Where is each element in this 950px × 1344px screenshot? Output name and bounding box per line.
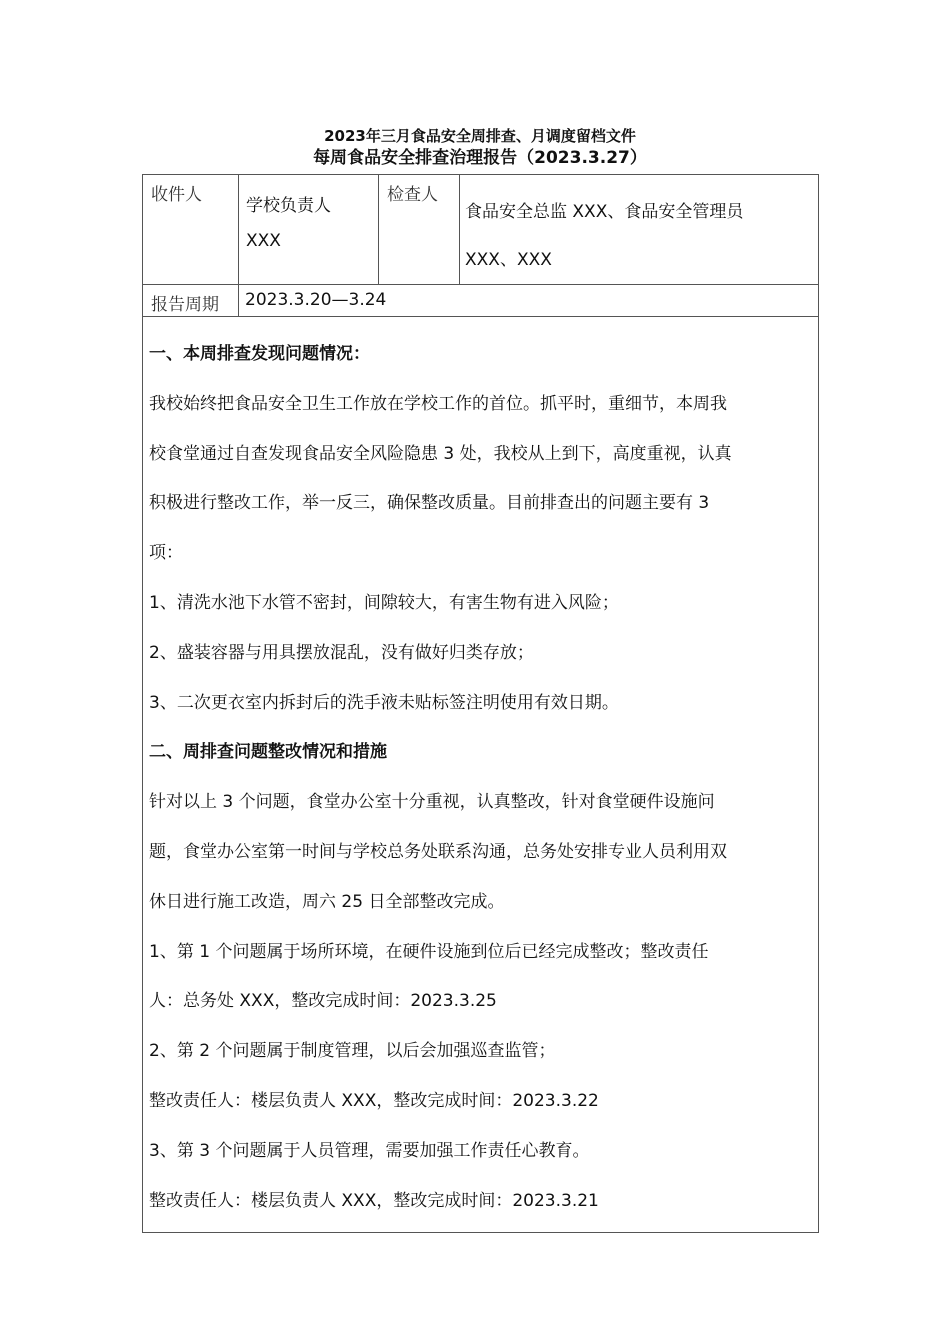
inspector-label: 检查人 [379, 175, 460, 285]
report-body-row [143, 317, 819, 1233]
inspector-value-line1: 食品安全总监 XXX、食品安全管理员 [465, 202, 744, 222]
report-table [142, 174, 819, 1233]
recipient-inspector-row [143, 175, 819, 285]
period-label: 报告周期 [143, 285, 239, 317]
period-row [143, 285, 819, 317]
recipient-value-line2: XXX [246, 231, 281, 251]
body-paragraph-line: 校食堂通过自查发现食品安全风险隐患 3 处，我校从上到下，高度重视，认真 [149, 443, 732, 464]
body-paragraph-line: 针对以上 3 个问题，食堂办公室十分重视，认真整改，针对食堂硬件设施问 [149, 792, 715, 813]
rectification-item: 整改责任人：楼层负责人 XXX，整改完成时间：2023.3.21 [149, 1190, 599, 1211]
inspector-value [460, 175, 819, 285]
recipient-value-line1: 学校负责人 [246, 196, 331, 216]
rectification-item: 2、第 2 个问题属于制度管理，以后会加强巡查监管； [149, 1041, 556, 1062]
issue-item: 3、二次更衣室内拆封后的洗手液未贴标签注明使用有效日期。 [149, 692, 619, 713]
recipient-value [239, 175, 379, 285]
rectification-item: 3、第 3 个问题属于人员管理，需要加强工作责任心教育。 [149, 1140, 590, 1161]
document-subtitle: 2023年三月食品安全周排查、月调度留档文件 [324, 127, 636, 145]
issue-item: 1、清洗水池下水管不密封，间隙较大，有害生物有进入风险； [149, 592, 619, 613]
inspector-value-line2: XXX、XXX [465, 250, 552, 270]
body-paragraph-line: 项： [149, 543, 183, 564]
rectification-item: 1、第 1 个问题属于场所环境，在硬件设施到位后已经完成整改；整改责任 [149, 941, 709, 962]
section-heading-rectification: 二、周排查问题整改情况和措施 [149, 742, 387, 763]
issue-item: 2、盛装容器与用具摆放混乱，没有做好归类存放； [149, 642, 534, 663]
period-value: 2023.3.20—3.24 [239, 285, 819, 317]
document-title: 每周食品安全排查治理报告（2023.3.27） [313, 148, 647, 168]
section-heading-findings: 一、本周排查发现问题情况： [149, 344, 370, 364]
rectification-item: 整改责任人：楼层负责人 XXX，整改完成时间：2023.3.22 [149, 1090, 599, 1111]
body-paragraph-line: 我校始终把食品安全卫生工作放在学校工作的首位。抓平时，重细节，本周我 [149, 393, 727, 414]
rectification-item: 人：总务处 XXX，整改完成时间：2023.3.25 [149, 991, 497, 1012]
recipient-label: 收件人 [143, 175, 239, 285]
body-paragraph-line: 休日进行施工改造，周六 25 日全部整改完成。 [149, 891, 505, 912]
document-header [142, 126, 818, 170]
body-paragraph-line: 积极进行整改工作，举一反三，确保整改质量。目前排查出的问题主要有 3 [149, 493, 710, 514]
body-paragraph-line: 题，食堂办公室第一时间与学校总务处联系沟通，总务处安排专业人员利用双 [149, 841, 727, 862]
report-body [143, 317, 819, 1233]
